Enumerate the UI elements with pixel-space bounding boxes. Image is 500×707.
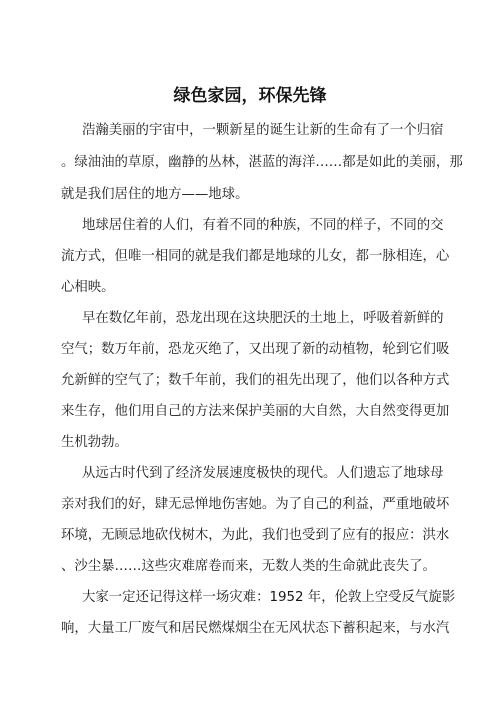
paragraph-4-line-3: 环境，无顾忌地砍伐树木，为此，我们也受到了应有的报应：洪水 xyxy=(61,528,450,543)
paragraph-4-line-4: 、沙尘暴……这些灾难席卷而来，无数人类的生命就此丧失了。 xyxy=(61,559,436,574)
paragraph-3-line-4: 来生存，他们用自己的方法来保护美丽的大自然，大自然变得更加 xyxy=(61,404,450,419)
paragraph-3-line-5: 生机勃勃。 xyxy=(61,435,128,450)
paragraph-2-line-3: 心相映。 xyxy=(61,280,115,295)
paragraph-5-line-1: 大家一定还记得这样一场灾难：1952 年，伦敦上空受反气旋影 xyxy=(82,590,456,605)
document-title: 绿色家园，环保先锋 xyxy=(173,86,327,106)
paragraph-5-line-2: 响，大量工厂废气和居民燃煤烟尘在无风状态下蓄积起来，与水汽 xyxy=(61,621,450,636)
paragraph-1-line-2: 。绿油油的草原，幽静的丛林，湛蓝的海洋……都是如此的美丽，那 xyxy=(61,155,463,170)
paragraph-3-line-1: 早在数亿年前，恐龙出现在这块肥沃的土地上，呼吸着新鲜的 xyxy=(82,311,444,326)
paragraph-4-line-1: 从远古时代到了经济发展速度极快的现代。人们遗忘了地球母 xyxy=(82,466,444,481)
paragraph-3-line-3: 允新鲜的空气了；数千年前，我们的祖先出现了，他们以各种方式 xyxy=(61,373,450,388)
paragraph-2-line-2: 流方式，但唯一相同的就是我们都是地球的儿女，都一脉相连，心 xyxy=(61,249,450,264)
paragraph-3-line-2: 空气；数万年前，恐龙灭绝了，又出现了新的动植物，轮到它们吸 xyxy=(61,342,450,357)
paragraph-2-line-1: 地球居住着的人们，有着不同的种族，不同的样子，不同的交 xyxy=(82,218,444,233)
paragraph-1-line-1: 浩瀚美丽的宇宙中，一颗新星的诞生让新的生命有了一个归宿 xyxy=(82,123,444,138)
paragraph-4-line-2: 亲对我们的好，肆无忌惮地伤害她。为了自己的利益，严重地破坏 xyxy=(61,497,450,512)
paragraph-1-line-3: 就是我们居住的地方——地球。 xyxy=(61,187,249,202)
